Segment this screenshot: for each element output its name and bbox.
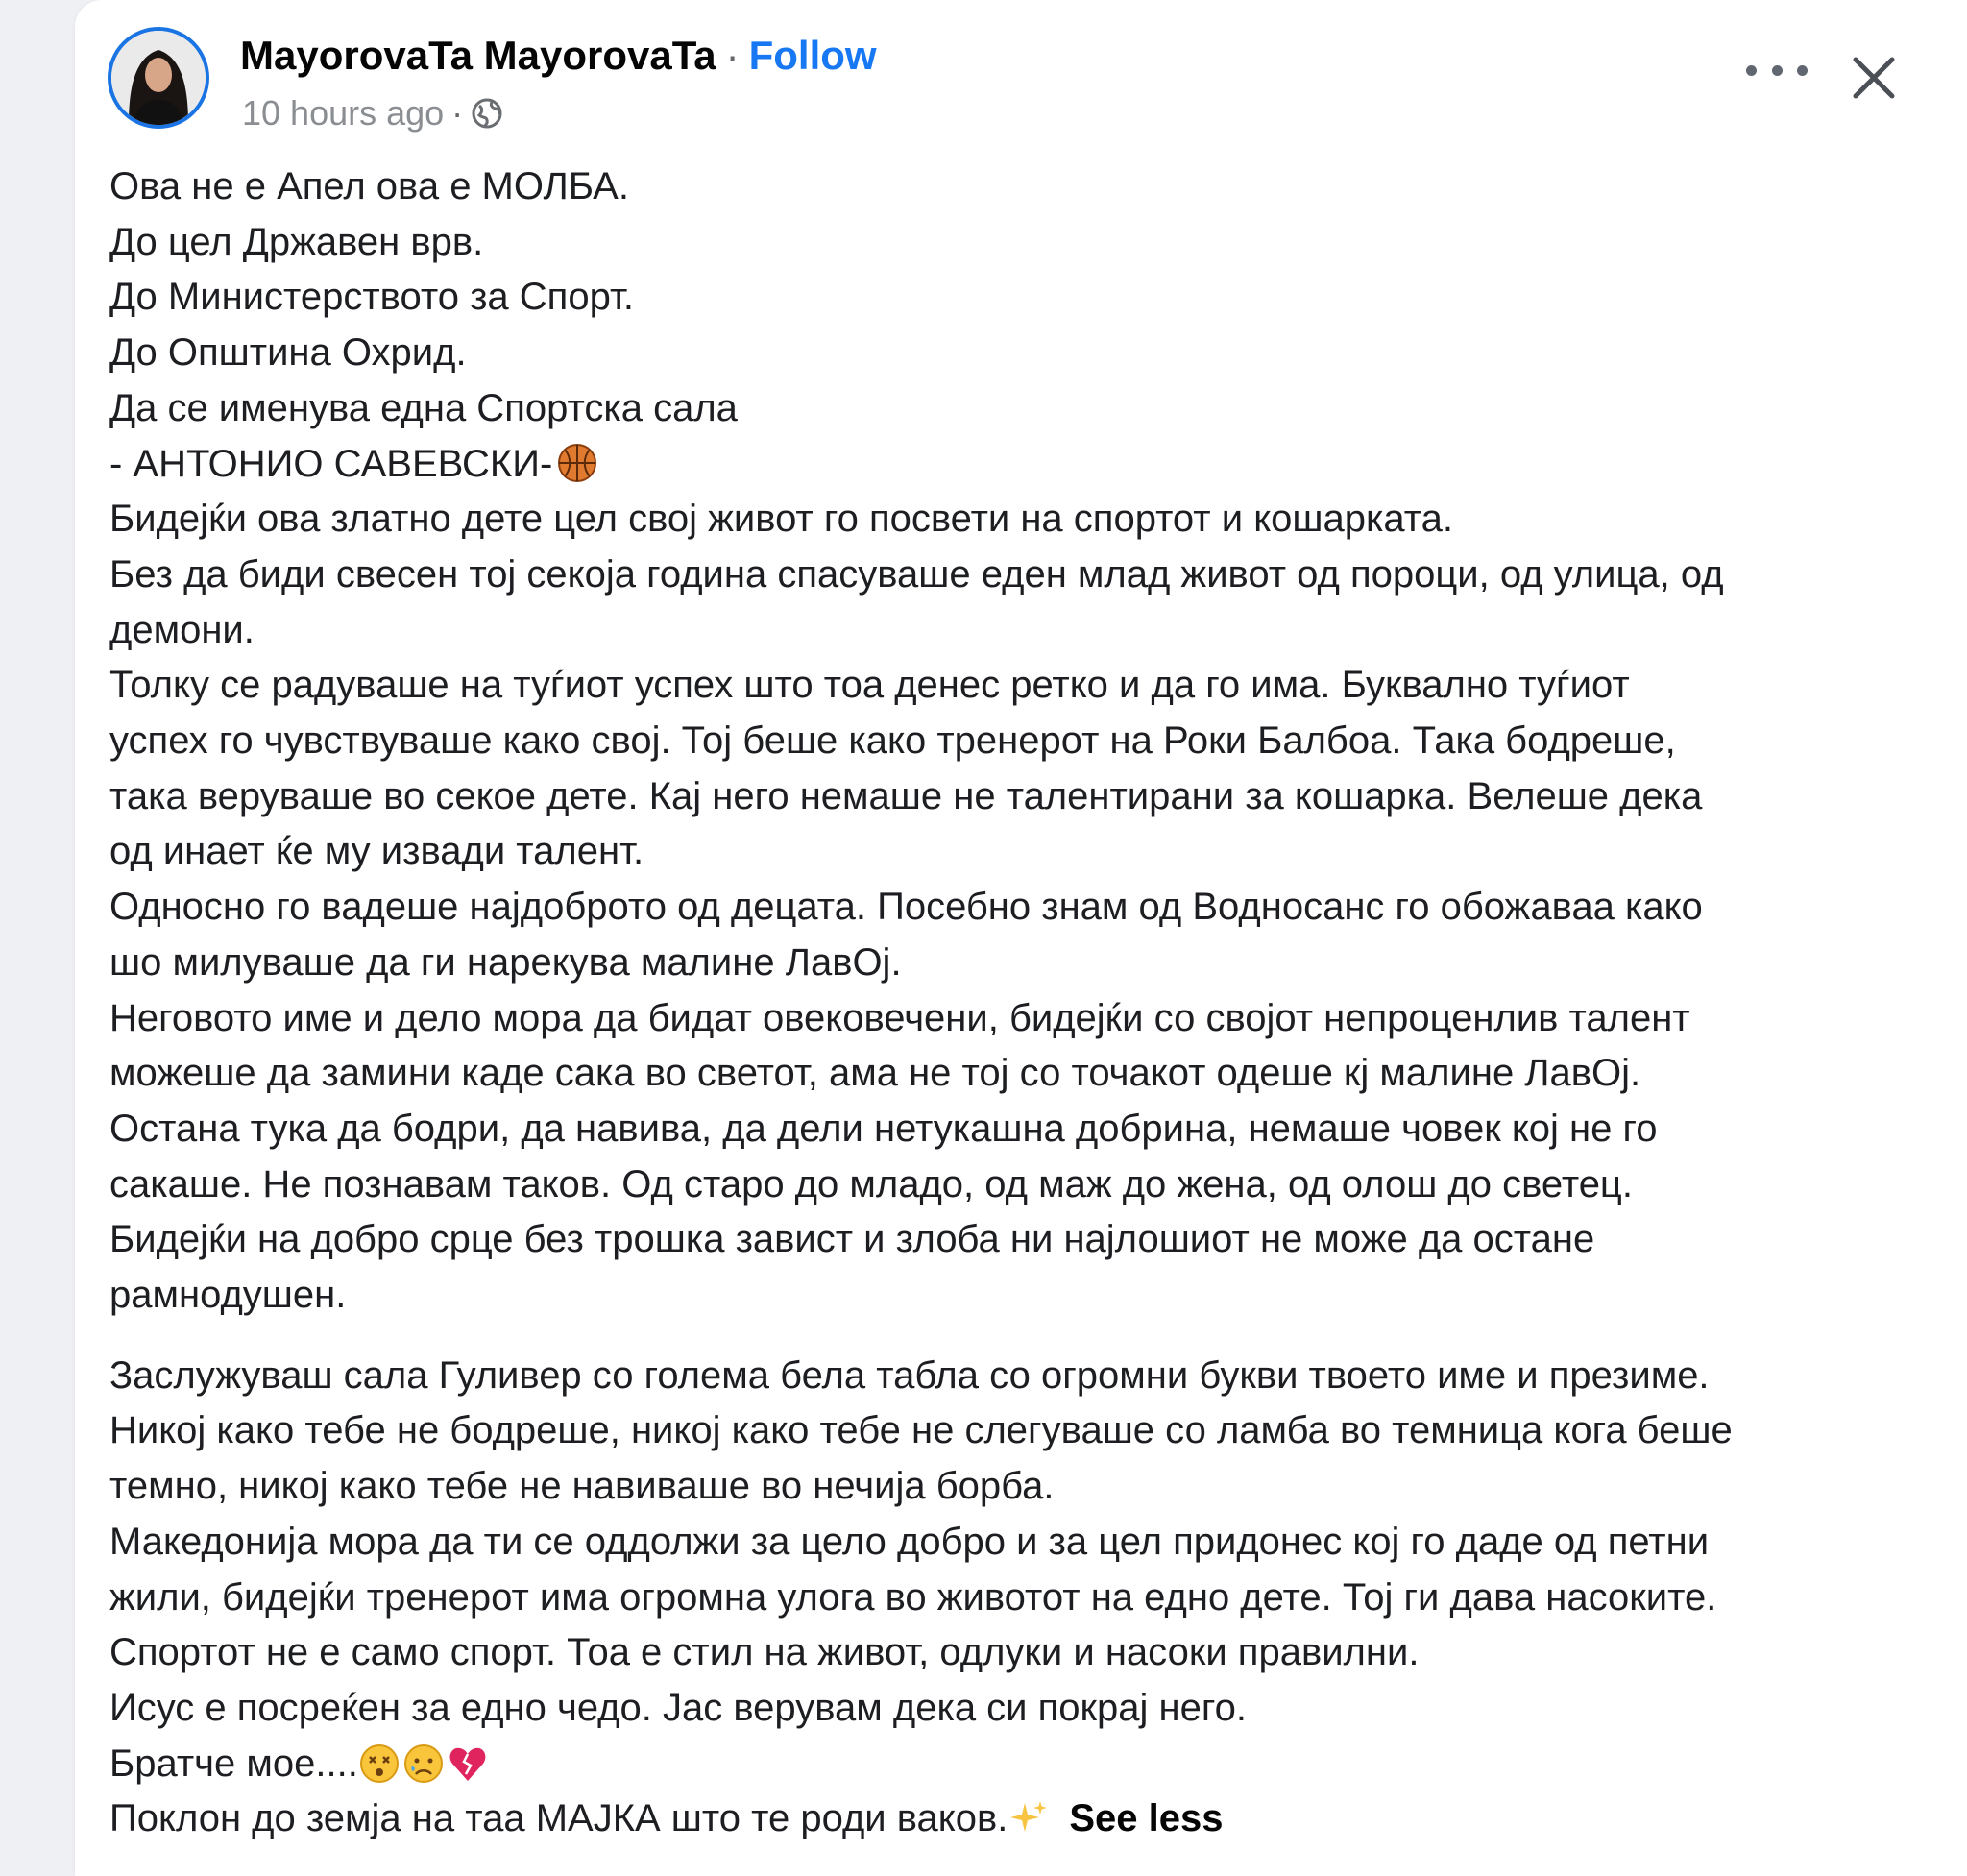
post-line: Исус е посреќен за едно чедо. Јас верувам дека си покрај него. <box>109 1686 1247 1729</box>
post-line: сакаше. Не познавам таков. Од старо до младо, од маж до жена, од олош до светец. <box>109 1162 1633 1206</box>
post-line: Бидејќи на добро срце без трошка завист и злоба ни најлошиот не може да остане <box>109 1218 1595 1261</box>
post-line: Без да биди свесен тој секоја година спасуваше еден млад живот од пороци, од улица, од <box>109 552 1724 596</box>
see-less-link[interactable]: See less <box>1069 1797 1224 1840</box>
post-line-text: Братче мое.... <box>109 1742 358 1785</box>
more-options-icon[interactable] <box>1746 56 1808 85</box>
basketball-icon <box>556 442 598 484</box>
post-line: Односно го вадеше најдоброто од децата. Посебно знам од Водносанс го обожаваа како <box>109 886 1703 929</box>
broken-heart-icon <box>447 1742 489 1785</box>
author-name[interactable]: MayorovaTa MayorovaTa <box>240 33 716 78</box>
separator-dot: · <box>451 93 464 133</box>
post-line-text: Поклон до земја на таа МАЈКА што те роди ваков. <box>109 1797 1008 1840</box>
post-line: можеше да замини каде сака во светот, ама не тој со точакот одеше кј малине ЛавОј. <box>109 1052 1641 1095</box>
post-line: Спортот не е само спорт. Тоа е стил на живот, одлуки и насоки правилни. <box>109 1631 1420 1674</box>
post-line: демони. <box>109 608 255 651</box>
post-line: шо милуваше да ги нарекува малине ЛавОј. <box>109 940 902 984</box>
post-timestamp[interactable]: 10 hours ago <box>242 93 445 133</box>
post-header <box>240 29 877 83</box>
post-line: рамнодушен. <box>109 1274 347 1317</box>
post-line-emoji <box>109 1737 1934 1792</box>
post-line: Македонија мора да ти се оддолжи за цело добро и за цел придонес кој го даде од петни <box>109 1520 1710 1563</box>
post-line: До Општина Охрид. <box>109 331 467 375</box>
separator-dot: · <box>725 33 740 78</box>
post-body <box>109 159 1934 1847</box>
post-line: Остана тука да бодри, да навива, да дели нетукашна добрина, немаше човек кој не го <box>109 1107 1658 1150</box>
follow-button[interactable]: Follow <box>748 33 877 78</box>
close-icon[interactable] <box>1850 54 1898 102</box>
post-line-last <box>109 1791 1934 1847</box>
post-line-name <box>109 437 1934 493</box>
post-line: жили, бидејќи тренерот има огромна улога во животот на едно дете. Тој ги дава насоките. <box>109 1575 1717 1619</box>
post-line: Неговото име и дело мора да бидат овековечени, бидејќи со својот непроценлив талент <box>109 996 1690 1039</box>
paragraph-gap <box>109 1324 1934 1349</box>
globe-icon[interactable] <box>471 97 503 130</box>
post-line: Толку се радуваше на туѓиот успех што тоа денес ретко и да го има. Буквално туѓиот <box>109 664 1630 707</box>
post-line: така веруваше во секое дете. Кај него немаше не талентирани за кошарка. Велеше дека <box>109 774 1703 817</box>
crying-face-icon <box>402 1742 445 1785</box>
avatar[interactable] <box>108 27 209 129</box>
post-line: успех го чувствуваше како свој. Тој беше како тренерот на Роки Балбоа. Така бодреше, <box>109 719 1676 763</box>
sparkles-icon <box>1008 1797 1050 1839</box>
post-line: Ова не е Апел ова е МОЛБА. <box>109 165 629 207</box>
post-line: Бидејќи ова златно дете цел свој живот го посвети на спортот и кошарката. <box>109 498 1453 541</box>
dizzy-face-icon <box>358 1742 401 1785</box>
post-line-text: - АНТОНИО САВЕВСКИ- <box>109 442 553 485</box>
post-line: Да се именува една Спортска сала <box>109 386 738 429</box>
post-line: Заслужуваш сала Гуливер со голема бела табла со огромни букви твоето име и презиме. <box>109 1353 1710 1397</box>
post-meta <box>242 92 503 134</box>
post-line: темно, никој како тебе не навиваше во нечија борба. <box>109 1465 1055 1508</box>
post-line: До цел Државен врв. <box>109 220 484 263</box>
post-line: Никој како тебе не бодреше, никој како тебе не слегуваше со ламба во темница кога беше <box>109 1409 1733 1452</box>
post-line: од инает ќе му извади талент. <box>109 830 644 873</box>
post-card <box>75 0 1967 1876</box>
post-line: До Министерството за Спорт. <box>109 276 634 319</box>
